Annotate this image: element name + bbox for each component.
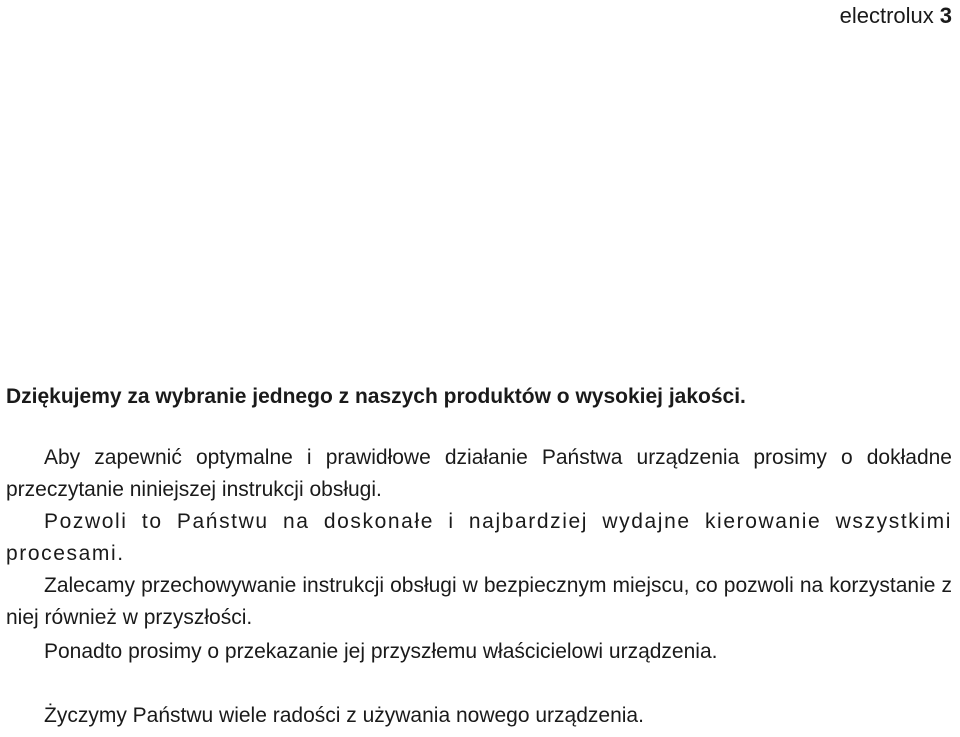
transfer-paragraph: Ponadto prosimy o przekazanie jej przyszłemu właścicielowi urządzenia.: [44, 640, 718, 663]
benefit-paragraph: Pozwoli to Państwu na doskonałe i najbardziej wydajne kierowanie wszystkimi procesami.: [6, 510, 952, 565]
intro-paragraph: Aby zapewnić optymalne i prawidłowe działanie Państwa urządzenia prosimy o dokładne przeczytanie niniejszej instrukcji obsługi.: [6, 446, 952, 501]
page-heading: Dziękujemy za wybranie jednego z naszych produktów o wysokiej jakości.: [6, 385, 746, 408]
brand-name: electrolux: [839, 3, 934, 28]
page-number: 3: [939, 3, 952, 28]
closing-paragraph: Życzymy Państwu wiele radości z używania nowego urządzenia.: [44, 704, 644, 727]
page-header: [840, 2, 952, 30]
storage-paragraph: Zalecamy przechowywanie instrukcji obsługi w bezpiecznym miejscu, co pozwoli na korzystanie z niej również w przyszłości.: [6, 574, 952, 629]
